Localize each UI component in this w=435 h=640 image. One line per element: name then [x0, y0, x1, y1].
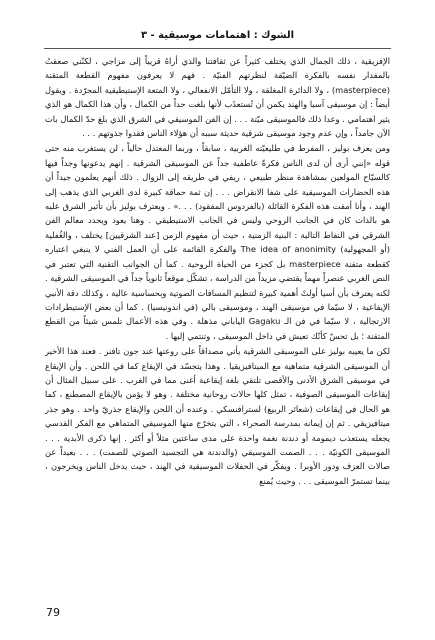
running-header: الشوك : اهتمامات موسيقية - ٣ — [140, 30, 295, 41]
paragraph: الإفريقية ، ذلك الجمال الذي يختلف كثيراً عن ثقافتنا والذي أراهُ قريباً إلى مزاجي ، لكنّني صعقتُ بالمقدار نفسه بالفكرة الضيّقة لنظرتهم الفنيّة . فهم لا يعرفون مفهوم القطعة المتقنة (masterpiece) ، ولا الدائرة المغلقة ، ولا التأمّل الانفعالي ، ولا المتعة الإستيطيقية المجرّدة . ويقول أيضاً : إن موسيقى آسيا والهند يكمن أن تُستعذَب لأنها بلغت حداً من الكمال ، وأن هذا الكمال هو الذي يثير اهتمامي . وعدا ذلك فالموسيقى ميّتة . . . إن الفن الموسيقي في الشرق الذي بلغ حدّ الكمال بات الآن جامداً ، وإن عدم وجود موسيقى شرقية حديثة سببه أن هؤلاء الناس فقدوا جذوتهم . . . — [45, 56, 390, 139]
paragraph: لكن ما يعيبه بوليز على الموسيقى الشرقية يأتي مصداقاً على روعتها عند جون تافنر . فعند هذا الأخير أن الموسيقى الشرقية متماهية مع الميتافيزيقيا . وهذا يتجسّد في الإيقاع كما في اللحن . وأن الإيقاع في موسيقى الشرق الأدنى والأقصى تلتقي بلغة إيقاعية أغنى مما في الغرب . على سبيل المثال أن إيقاعات الموسيقى الصوفية ، تمثل كلها حالات روحانية مختلفة . وهو لا يؤمن بالإيقاع المصطنع ، كما هو الحال في إيقاعات (شعائر الربيع) لسترافنسكي . وعنده أن اللحن والإيقاع جذريّ واحد . وهو جذر ميتافيزيقي . ثم إن إيمانه بمدرسة الصحراء ، التي يتخرّج منها الموسيقي المتماهي مع الفكر القدسي يجعله يستعذب ديمومة أو دندنة نغمة واحدة على مدى ساعتين مثلاً أو أكثر . إنها ذكرى الأبدية . . . الموسيقى الكونيّة . . . الصمت الموسيقي (والدندنة هي التجسيد الصوتي للصمت) . . . بعيداً عن صالات العزف ودور الأوبرا . ويفكّر في الحفلات الموسيقية في الهند ، حيث يدخل الناس ويخرجون ، بينما تستمرّ الموسيقى . . . وحيث يُمنع — [45, 346, 390, 486]
header-rule — [44, 48, 391, 49]
paragraph: ومن يعرف بوليز ، المفرط في طليعيّته الغربية ، سابقاً ، وربما المعتدل حالياً ، لن يستغرب منه حتى قوله «إنني أرى أن لدى الناس فكرةً عاطفية جداً عن الموسيقى الشرقية . إنهم يدعونها وجداً فيها كالسيّاح المولعين بمشاهدة منظر طبيعي ، ريفي في طريقه إلى الزوال . ذلك أنهم يعلمون جيداً أن هذه الحضارات الموسيقية على شفا الانقراض . . . إن ثمة حماقة كبيرة لدى الغربي الذي يذهب إلى الهند ، وأنا أمقت هذه الفكرة القائلة (بالفردوس المفقود) . . .» . ويعترف بوليز بأن تأثير الشرق عليه هو بالذات كان في الجانب الروحي وليس في الجانب الاستيطيقي . وهنا يعود ويحدد معالم الفن الشرقي في النقاط التالية : البنية الزمنية ، حيث أن مفهوم الزمن [عند الشرقيين] يختلف ، والغُفلية (أو المجهولية) The idea of anonimity والفكرة القائمة على أن العمل الفني لا ينبغي اعتباره كقطعة متقنة masterpiece بل كجزء من الحياة الروحية . كما أن الجوانب التقنية التي تعتبر في النص الغربي عنصراً مهماً يقتضي مزيداً من الدراسة ، تشكّل موقعاً ثانوياً جداً في الموسيقى الشرقية . لكنه يعترف بأن أسيا أولتْ أهمية كبيرة لتنظيم المسافات الصوتية وبحساسية عالية ، وكذلك دقة الأنبي الإيقاعية ، لا سيّما في موسيقى الهند ، وموسيقى بالي (في اندونيسيا) . كما أن بعض الإستيطرادات الارتجالية ، لا سيّما في فن الـ Gagaku الياباني مذهلة . وفي هذه الأعمال تلمس شيئاً من القطع المتقنة ؛ بل تحسّ كأنّك تعيش في داخل الموسيقى ، وتنتمي إليها . — [45, 143, 390, 341]
body-text — [45, 54, 390, 594]
page-number: 79 — [46, 606, 60, 619]
